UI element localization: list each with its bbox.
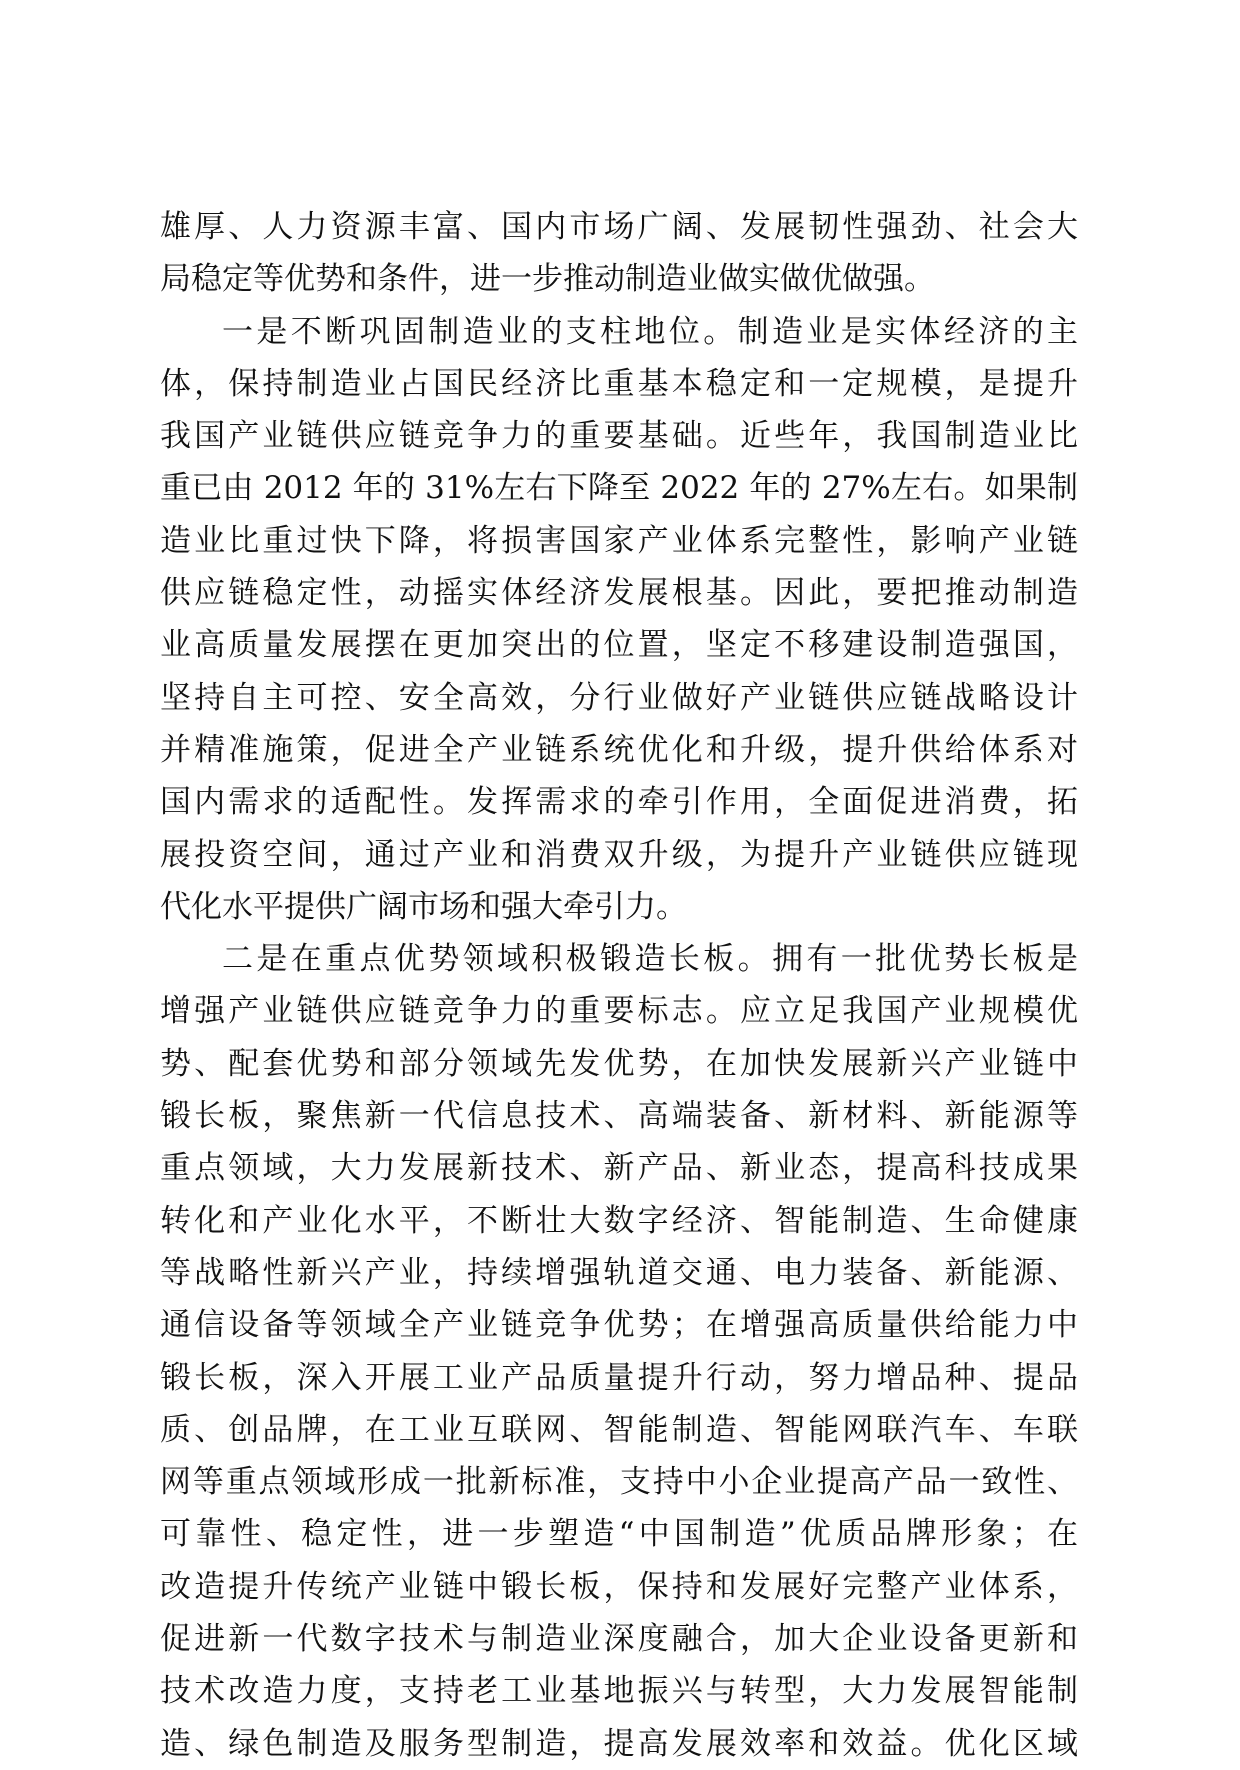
- text-line: 一是不断巩固制造业的支柱地位。制造业是实体经济的主: [222, 313, 1078, 350]
- text-line: 造业比重过快下降，将损害国家产业体系完整性，影响产业链: [160, 522, 1078, 559]
- text-line: 网等重点领域形成一批新标准，支持中小企业提高产品一致性、: [160, 1464, 1078, 1501]
- text-line: 国内需求的适配性。发挥需求的牵引作用，全面促进消费，拓: [160, 784, 1078, 821]
- text-line: 供应链稳定性，动摇实体经济发展根基。因此，要把推动制造: [160, 575, 1078, 612]
- text-line: 锻长板，聚焦新一代信息技术、高端装备、新材料、新能源等: [160, 1098, 1078, 1135]
- text-line: 二是在重点优势领域积极锻造长板。拥有一批优势长板是: [222, 941, 1078, 978]
- text-line: 可靠性、稳定性，进一步塑造“中国制造”优质品牌形象；在: [160, 1516, 1078, 1553]
- text-line: 雄厚、人力资源丰富、国内市场广阔、发展韧性强劲、社会大: [160, 209, 1078, 245]
- text-line: 质、创品牌，在工业互联网、智能制造、智能网联汽车、车联: [160, 1411, 1078, 1448]
- text-line: 等战略性新兴产业，持续增强轨道交通、电力装备、新能源、: [160, 1254, 1078, 1291]
- body-text: [160, 201, 1090, 1770]
- text-line: 转化和产业化水平，不断壮大数字经济、智能制造、生命健康: [160, 1202, 1078, 1239]
- text-line: 势、配套优势和部分领域先发优势，在加快发展新兴产业链中: [160, 1045, 1078, 1082]
- text-line: 局稳定等优势和条件，进一步推动制造业做实做优做强。: [160, 261, 935, 298]
- text-line: 展投资空间，通过产业和消费双升级，为提升产业链供应链现: [160, 836, 1078, 873]
- text-line: 并精准施策，促进全产业链系统优化和升级，提升供给体系对: [160, 731, 1078, 768]
- text-line: 改造提升传统产业链中锻长板，保持和发展好完整产业体系，: [160, 1568, 1078, 1605]
- text-line: 重点领域，大力发展新技术、新产品、新业态，提高科技成果: [160, 1150, 1078, 1187]
- text-line: 锻长板，深入开展工业产品质量提升行动，努力增品种、提品: [160, 1359, 1078, 1396]
- text-line: 重已由 2012 年的 31%左右下降至 2022 年的 27%左右。如果制: [160, 470, 1078, 507]
- text-line: 坚持自主可控、安全高效，分行业做好产业链供应链战略设计: [160, 679, 1078, 716]
- text-line: 代化水平提供广阔市场和强大牵引力。: [160, 888, 687, 925]
- text-line: 我国产业链供应链竞争力的重要基础。近些年，我国制造业比: [160, 418, 1078, 455]
- text-line: 增强产业链供应链竞争力的重要标志。应立足我国产业规模优: [160, 993, 1078, 1030]
- text-line: 促进新一代数字技术与制造业深度融合，加大企业设备更新和: [160, 1621, 1078, 1658]
- text-line: 业高质量发展摆在更加突出的位置，坚定不移建设制造强国，: [160, 627, 1078, 664]
- text-line: 体，保持制造业占国民经济比重基本稳定和一定规模，是提升: [160, 365, 1078, 402]
- text-line: 造、绿色制造及服务型制造，提高发展效率和效益。优化区域: [160, 1725, 1078, 1762]
- text-line: 通信设备等领域全产业链竞争优势；在增强高质量供给能力中: [160, 1307, 1078, 1344]
- text-line: 技术改造力度，支持老工业基地振兴与转型，大力发展智能制: [160, 1673, 1078, 1710]
